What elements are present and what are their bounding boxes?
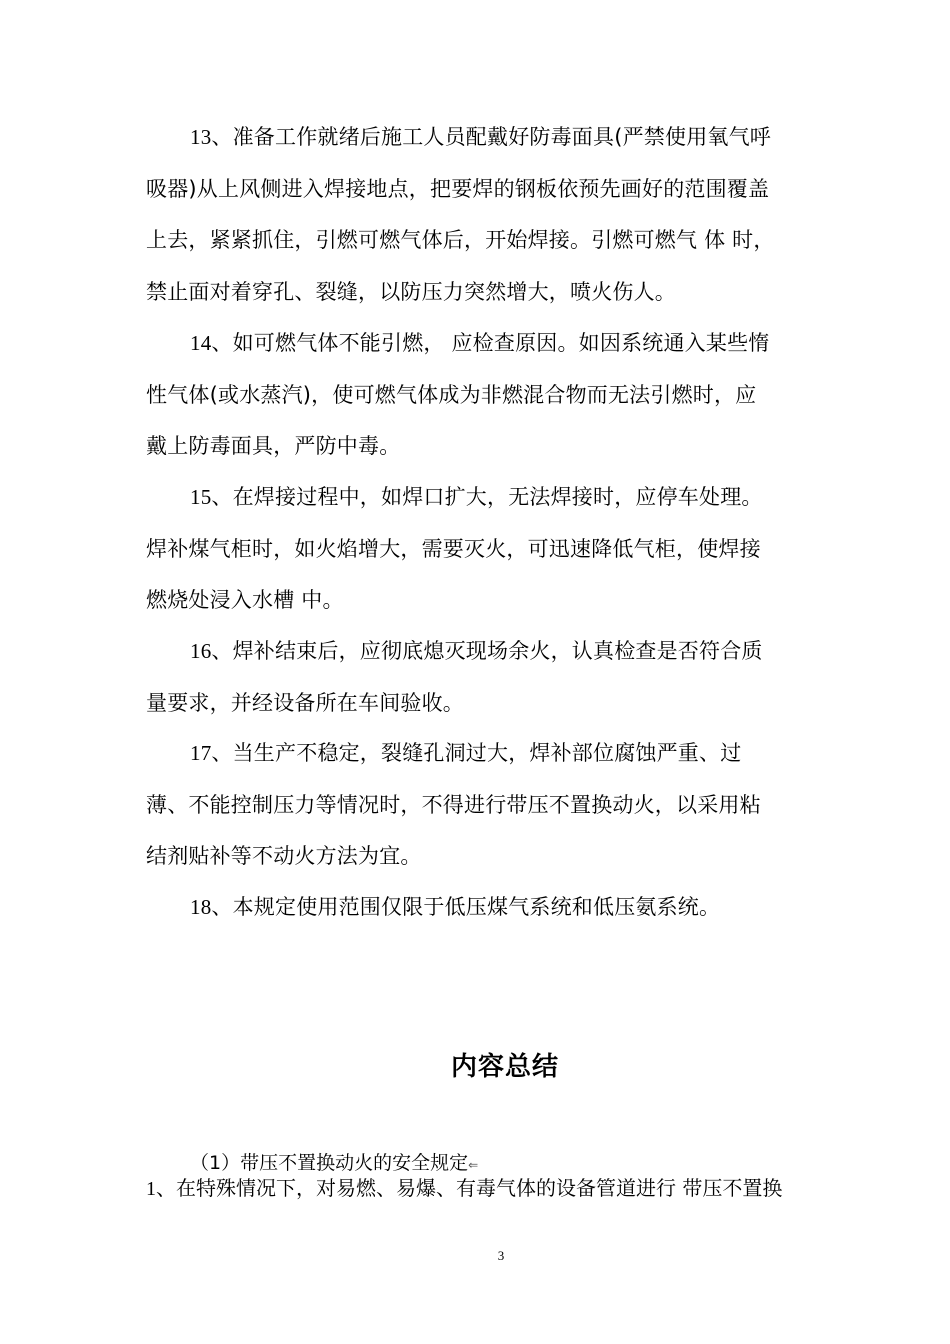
paragraph-line: 量要求，并经设备所在车间验收。: [146, 690, 464, 715]
summary-first-line: [146, 1172, 782, 1201]
paragraph-15: [146, 472, 808, 627]
paragraph-line: 14、如可燃气体不能引燃， 应检查原因。如因系统通入某些惰: [190, 331, 770, 355]
paragraph-17: [146, 728, 808, 883]
summary-subtitle: [190, 1148, 478, 1175]
return-mark-icon: ⇐: [468, 1158, 479, 1172]
paragraph-line: 18、本规定使用范围仅限于低压煤气系统和低压氨系统。: [190, 895, 721, 919]
paragraph-line: 上去，紧紧抓住，引燃可燃气体后，开始焊接。引燃可燃气 体 时，: [146, 228, 775, 252]
summary-heading: 内容总结: [450, 1052, 559, 1082]
page-number: 3: [497, 1248, 505, 1263]
summary-subtitle-text: （1）带压不置换动火的安全规定: [190, 1152, 469, 1174]
paragraph-18: [146, 882, 808, 934]
paragraph-13: [146, 112, 808, 318]
paragraph-16: [146, 626, 808, 729]
paragraph-line: 禁止面对着穿孔、裂缝，以防压力突然增大，喷火伤人。: [146, 279, 676, 304]
paragraph-line: 薄、不能控制压力等情况时，不得进行带压不置换动火，以采用粘: [146, 792, 761, 817]
paragraph-line: 焊补煤气柜时，如火焰增大，需要灭火，可迅速降低气柜，使焊接: [146, 536, 761, 561]
paragraph-line: 性气体(或水蒸汽)，使可燃气体成为非燃混合物而无法引燃时，应: [146, 382, 757, 407]
paragraph-line: 13、准备工作就绪后施工人员配戴好防毒面具(严禁使用氧气呼: [190, 125, 771, 149]
paragraph-line: 戴上防毒面具，严防中毒。: [146, 434, 401, 458]
paragraph-14: [146, 318, 808, 473]
summary-item-number: 1: [146, 1178, 156, 1200]
paragraph-line: 15、在焊接过程中，如焊口扩大，无法焊接时，应停车处理。: [190, 485, 763, 509]
paragraph-line: 结剂贴补等不动火方法为宜。: [146, 844, 422, 868]
paragraph-line: 16、焊补结束后，应彻底熄灭现场余火，认真检查是否符合质: [190, 639, 763, 663]
summary-item-text: 、在特殊情况下，对易燃、易爆、有毒气体的设备管道进行 带压不置换: [156, 1176, 783, 1200]
paragraph-line: 吸器)从上风侧进入焊接地点，把要焊的钢板依预先画好的范围覆盖: [146, 176, 770, 201]
paragraph-line: 17、当生产不稳定，裂缝孔洞过大，焊补部位腐蚀严重、过: [190, 741, 742, 765]
paragraph-line: 燃烧处浸入水槽 中。: [146, 588, 344, 612]
